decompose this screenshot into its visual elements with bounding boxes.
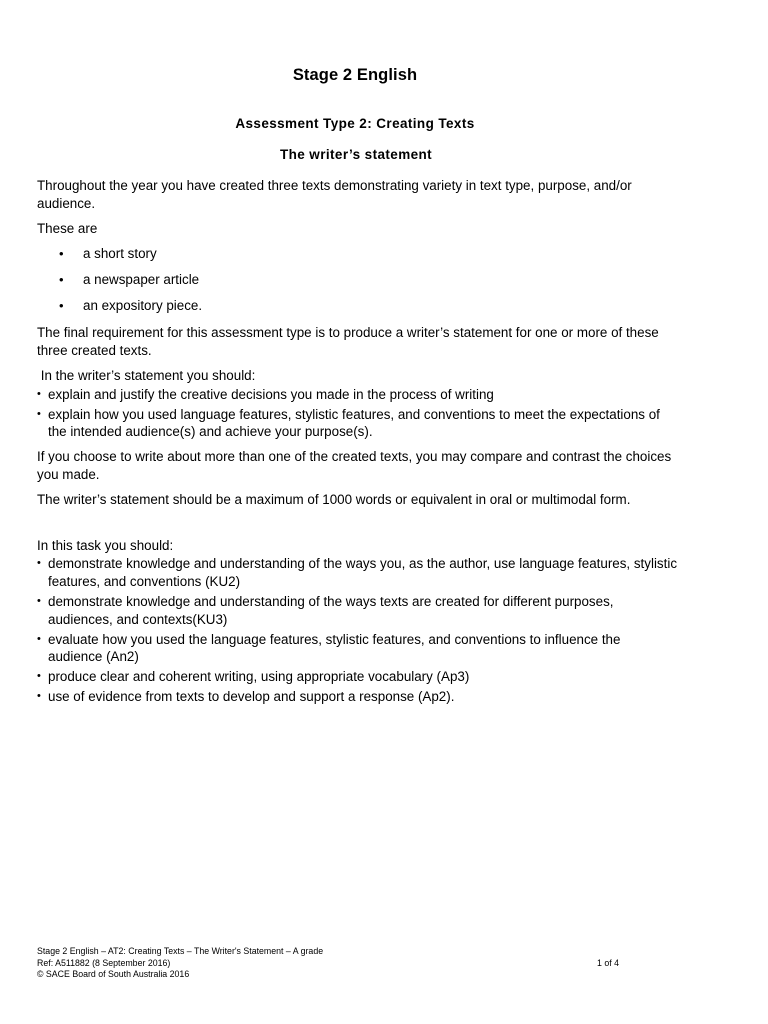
document-title: Stage 2 English: [292, 66, 418, 84]
footer-document-line: Stage 2 English – AT2: Creating Texts – The Writer's Statement – A grade: [37, 946, 324, 956]
footer-ref: Ref: A511882 (8 September 2016): [37, 957, 171, 968]
list-item: • demonstrate knowledge and understanding of the ways texts are created for different purposes, audiences, and contexts(KU3): [37, 593, 677, 629]
compare-paragraph: If you choose to write about more than one of the created texts, you may compare and contrast the choices you made.: [37, 449, 672, 482]
footer-ref-row: [37, 958, 627, 970]
list-item: • a newspaper article: [37, 271, 677, 289]
these-are-label: These are: [37, 220, 98, 236]
list-item: • use of evidence from texts to develop and support a response (Ap2).: [37, 688, 677, 706]
footer-copyright: © SACE Board of South Australia 2016: [37, 969, 190, 980]
task-list: [37, 555, 677, 705]
list-item: • a short story: [37, 245, 677, 263]
list-item: • produce clear and coherent writing, using appropriate vocabulary (Ap3): [37, 668, 677, 686]
final-requirement-paragraph: The final requirement for this assessment type is to produce a writer’s statement for one or more of these three created texts.: [37, 325, 659, 359]
text-types-list: [37, 245, 677, 315]
document-body: [37, 177, 677, 706]
list-item: • evaluate how you used the language features, stylistic features, and conventions to influence the audience (An2): [37, 631, 677, 667]
writers-statement-intro: In the writer’s statement you should:: [37, 367, 256, 383]
assessment-type-heading: Assessment Type 2: Creating Texts: [235, 116, 475, 131]
page-number: 1 of 4: [596, 957, 619, 968]
list-item: • an expository piece.: [37, 297, 677, 315]
length-paragraph: The writer’s statement should be a maximum of 1000 words or equivalent in oral or multimodal form.: [37, 491, 631, 507]
page-footer: [37, 946, 627, 981]
intro-paragraph: Throughout the year you have created three texts demonstrating variety in text type, purpose, and/or audience.: [37, 178, 632, 211]
writers-statement-list: [37, 386, 677, 441]
list-item: • explain and justify the creative decisions you made in the process of writing: [37, 386, 677, 404]
list-item: • explain how you used language features, stylistic features, and conventions to meet the expectations of the intended audience(s) and achieve your purpose(s).: [37, 406, 677, 442]
task-intro: In this task you should:: [37, 537, 174, 553]
writers-statement-heading: The writer’s statement: [279, 147, 433, 162]
list-item: • demonstrate knowledge and understanding of the ways you, as the author, use language features, stylistic features, and conventions (KU2): [37, 555, 677, 591]
